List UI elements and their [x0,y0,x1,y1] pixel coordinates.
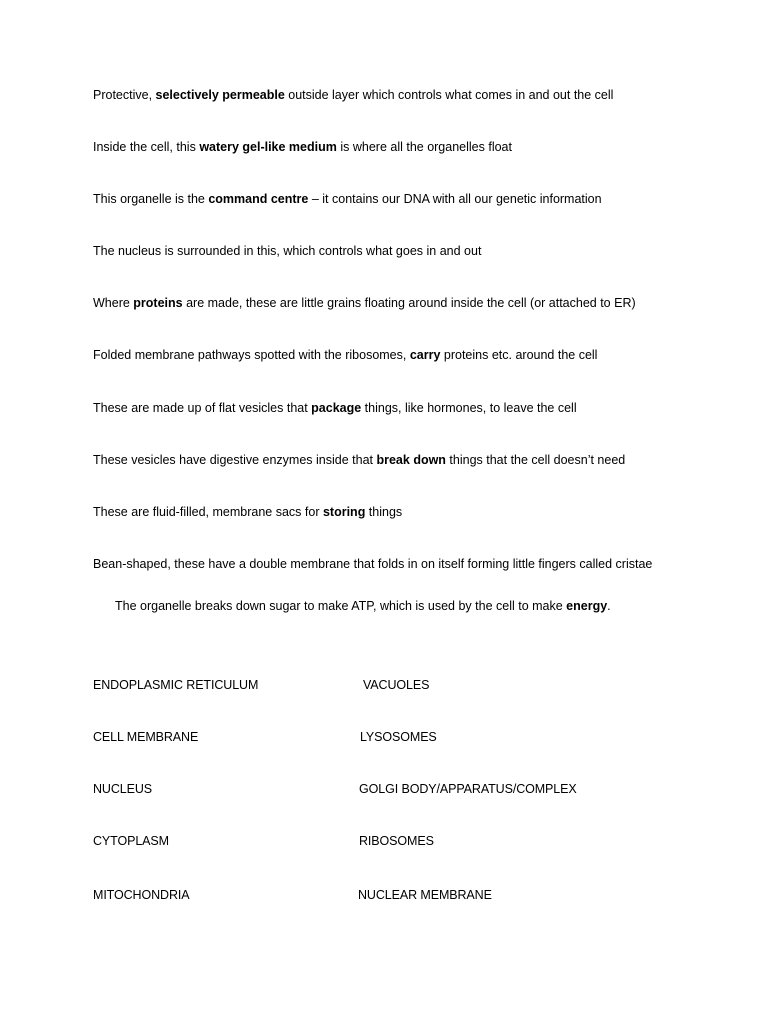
description-text: – it contains our DNA with all our genetic information [308,192,602,206]
description-text: This organelle is the [93,192,209,206]
description-keyword: selectively permeable [155,88,285,102]
description-10 [93,557,673,572]
term-right-2: LYSOSOMES [360,730,437,744]
description-5 [93,296,673,311]
description-keyword: energy [566,599,608,613]
description-6 [93,348,673,363]
description-text: These are fluid-filled, membrane sacs for [93,505,323,519]
term-right-1: VACUOLES [363,678,430,692]
description-11 [115,599,695,614]
description-text: Bean-shaped, these have a double membrane that folds in on itself forming little fingers called cristae [93,557,653,571]
term-right-5: NUCLEAR MEMBRANE [358,888,492,902]
description-keyword: proteins [133,296,183,310]
term-left-2: CELL MEMBRANE [93,730,199,744]
description-7 [93,401,673,416]
description-text: things that the cell doesn’t need [445,453,626,467]
description-keyword: storing [322,505,366,519]
description-text: Inside the cell, this [93,140,200,154]
description-text: is where all the organelles float [336,140,512,154]
description-text: are made, these are little grains floating around inside the cell (or attached to ER) [182,296,636,310]
description-keyword: carry [409,348,441,362]
description-text: These are made up of flat vesicles that [93,401,312,415]
term-left-3: NUCLEUS [93,782,153,796]
term-left-1: ENDOPLASMIC RETICULUM [93,678,259,692]
description-4 [93,244,673,259]
description-text: outside layer which controls what comes in and out the cell [284,88,614,102]
description-text: things [365,505,403,519]
term-right-3: GOLGI BODY/APPARATUS/COMPLEX [359,782,577,796]
term-left-5: MITOCHONDRIA [93,888,190,902]
description-text: things, like hormones, to leave the cell [361,401,577,415]
description-keyword: watery gel-like medium [199,140,337,154]
description-keyword: package [311,401,362,415]
description-text: The organelle breaks down sugar to make ATP, which is used by the cell to make [115,599,567,613]
term-right-4: RIBOSOMES [359,834,434,848]
description-keyword: command centre [208,192,309,206]
description-keyword: break down [376,453,446,467]
description-text: Protective, [93,88,156,102]
description-text: These vesicles have digestive enzymes inside that [93,453,377,467]
description-text: Where [93,296,134,310]
description-2 [93,140,673,155]
description-text: proteins etc. around the cell [440,348,598,362]
term-left-4: CYTOPLASM [93,834,169,848]
description-9 [93,505,673,520]
description-text: The nucleus is surrounded in this, which controls what goes in and out [93,244,482,258]
description-1 [93,88,673,103]
description-3 [93,192,673,207]
description-text: Folded membrane pathways spotted with the ribosomes, [93,348,410,362]
description-text: . [607,599,611,613]
description-8 [93,453,673,468]
